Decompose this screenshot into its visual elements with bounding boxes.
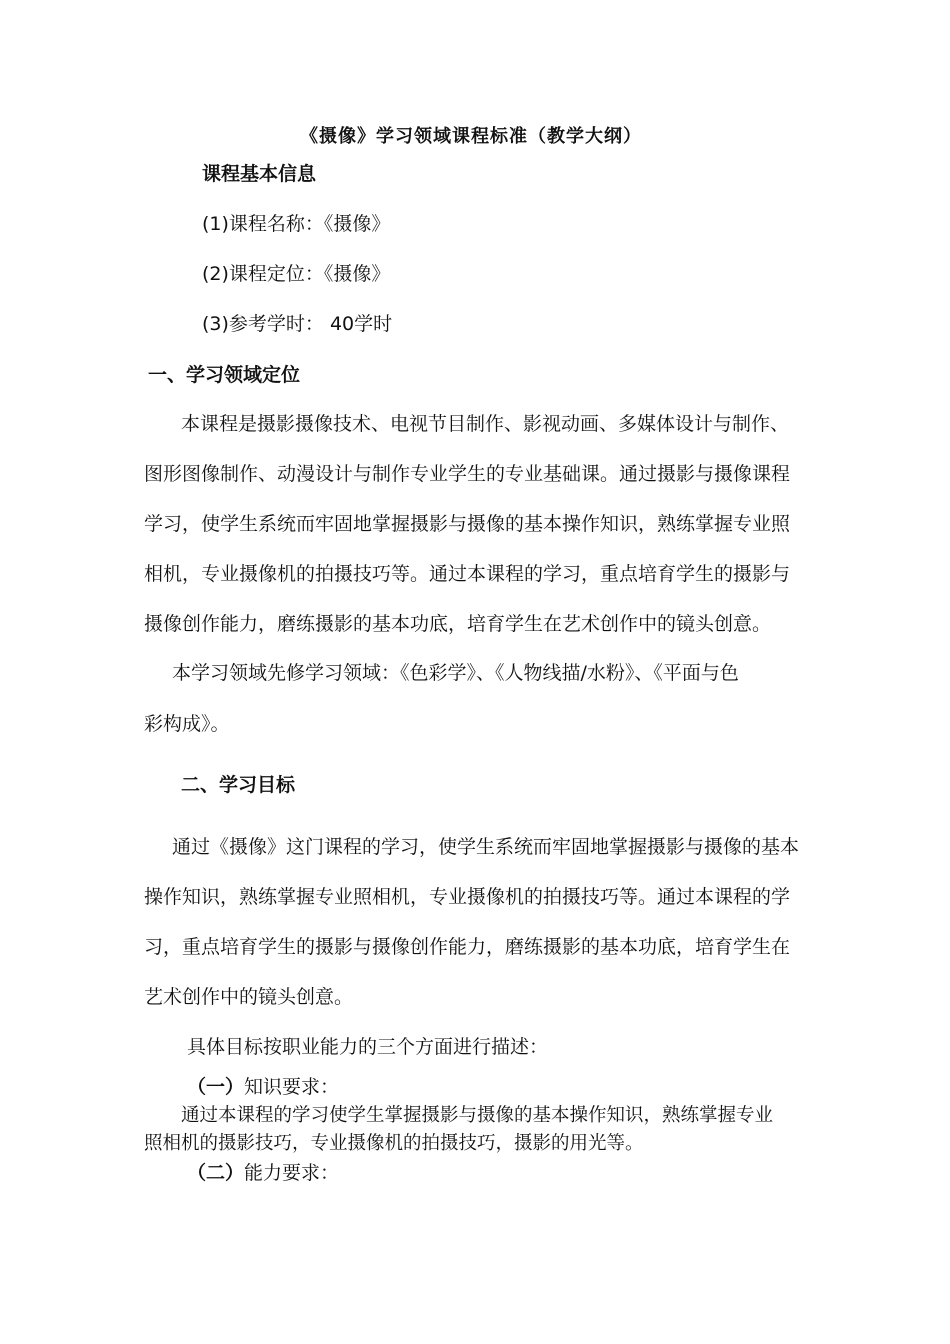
section2-intro: 具体目标按职业能力的三个方面进行描述： (187, 1036, 549, 1058)
section2-para1-line: 艺术创作中的镜头创意。 (144, 986, 354, 1008)
subsection-knowledge-line: 通过本课程的学习使学生掌握摄影与摄像的基本操作知识，熟练掌握专业 (181, 1105, 774, 1126)
section2-para1-line: 操作知识，熟练掌握专业照相机，专业摄像机的拍摄技巧等。通过本课程的学 (144, 886, 791, 908)
subsection-marker: （二） (187, 1162, 245, 1184)
basic-info-item-hours: (3)参考学时： 40学时 (202, 313, 393, 335)
basic-info-heading: 课程基本信息 (202, 163, 317, 185)
section1-para1-line: 学习，使学生系统而牢固地掌握摄影与摄像的基本操作知识，熟练掌握专业照 (144, 513, 791, 535)
section2-para1-line: 习，重点培育学生的摄影与摄像创作能力，磨练摄影的基本功底，培育学生在 (144, 936, 791, 958)
section1-para2-line: 本学习领域先修学习领域：《色彩学》、《人物线描/水粉》、《平面与色 (172, 662, 739, 684)
subsection-knowledge-line: 照相机的摄影技巧，专业摄像机的拍摄技巧，摄影的用光等。 (144, 1133, 644, 1154)
subsection-marker: （一） (187, 1076, 245, 1098)
subsection-label: 能力要求： (244, 1162, 340, 1184)
section2-para1-line: 通过《摄像》这门课程的学习，使学生系统而牢固地掌握摄影与摄像的基本 (172, 836, 800, 858)
basic-info-item-name: (1)课程名称：《摄像》 (202, 213, 391, 235)
subsection-knowledge-heading (187, 1075, 339, 1099)
section2-heading: 二、学习目标 (181, 774, 296, 796)
basic-info-item-position: (2)课程定位：《摄像》 (202, 263, 391, 285)
section1-para1-line: 相机，专业摄像机的拍摄技巧等。通过本课程的学习，重点培育学生的摄影与 (144, 563, 791, 585)
section1-para1-line: 摄像创作能力，磨练摄影的基本功底，培育学生在艺术创作中的镜头创意。 (144, 613, 772, 635)
subsection-ability-heading (187, 1161, 339, 1185)
section1-para1-line: 图形图像制作、动漫设计与制作专业学生的专业基础课。通过摄影与摄像课程 (144, 463, 791, 485)
section1-para1-line: 本课程是摄影摄像技术、电视节目制作、影视动画、多媒体设计与制作、 (181, 413, 790, 435)
document-title: 《摄像》学习领域课程标准（教学大纲） (300, 126, 642, 147)
subsection-label: 知识要求： (244, 1076, 340, 1098)
section1-para2-line: 彩构成》。 (144, 713, 230, 735)
section1-heading: 一、学习领域定位 (148, 364, 301, 386)
